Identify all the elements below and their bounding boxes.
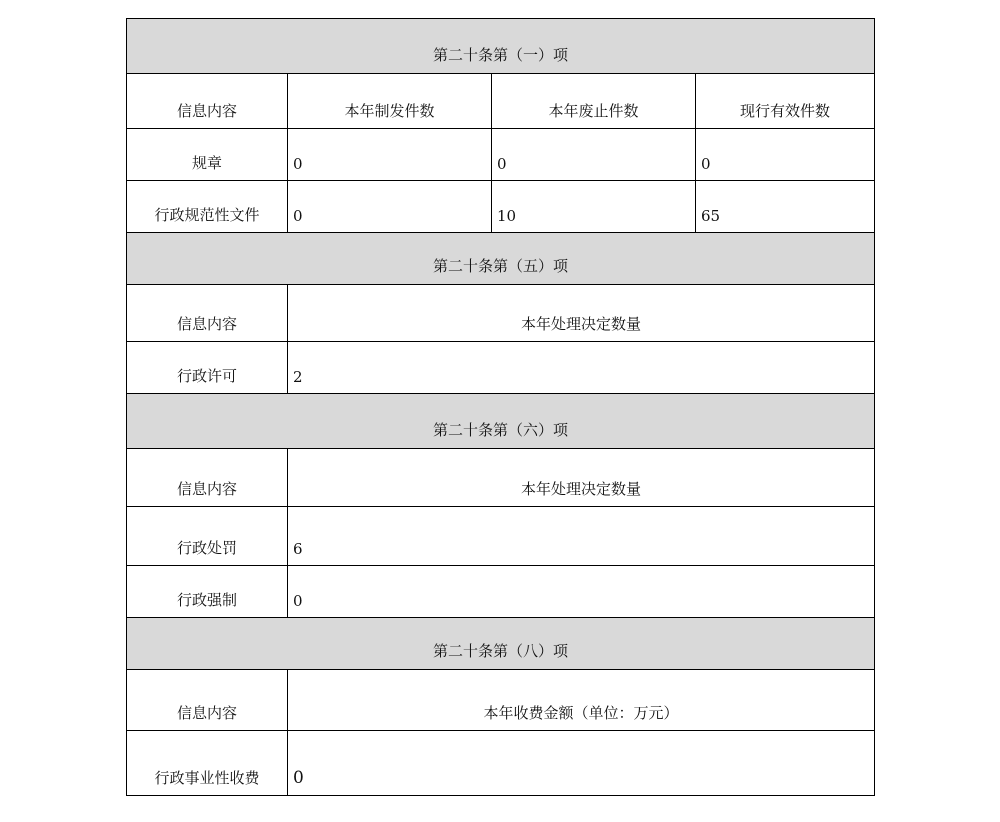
row-label: 行政事业性收费 xyxy=(127,731,288,796)
table-cell: 65 xyxy=(696,181,875,233)
column-header: 本年处理决定数量 xyxy=(288,285,875,342)
row-label: 信息内容 xyxy=(127,449,288,507)
row-label: 信息内容 xyxy=(127,285,288,342)
section-title: 第二十条第（一）项 xyxy=(127,19,875,74)
row-label: 行政规范性文件 xyxy=(127,181,288,233)
table-cell: 0 xyxy=(288,731,875,796)
table-cell: 2 xyxy=(288,342,875,394)
column-header: 现行有效件数 xyxy=(696,74,875,129)
row-label: 规章 xyxy=(127,129,288,181)
column-header: 本年废止件数 xyxy=(492,74,696,129)
table-cell: 0 xyxy=(288,181,492,233)
table-cell: 0 xyxy=(288,566,875,618)
section-title: 第二十条第（八）项 xyxy=(127,618,875,670)
column-header: 本年处理决定数量 xyxy=(288,449,875,507)
column-header: 本年收费金额（单位：万元） xyxy=(288,670,875,731)
disclosure-table xyxy=(126,18,875,796)
row-label: 行政强制 xyxy=(127,566,288,618)
row-label: 行政许可 xyxy=(127,342,288,394)
row-label: 行政处罚 xyxy=(127,507,288,566)
table-cell: 6 xyxy=(288,507,875,566)
table-cell: 0 xyxy=(696,129,875,181)
table-cell: 0 xyxy=(492,129,696,181)
table-cell: 0 xyxy=(288,129,492,181)
section-title: 第二十条第（五）项 xyxy=(127,233,875,285)
table-cell: 10 xyxy=(492,181,696,233)
section-title: 第二十条第（六）项 xyxy=(127,394,875,449)
column-header: 本年制发件数 xyxy=(288,74,492,129)
row-label: 信息内容 xyxy=(127,670,288,731)
row-label: 信息内容 xyxy=(127,74,288,129)
